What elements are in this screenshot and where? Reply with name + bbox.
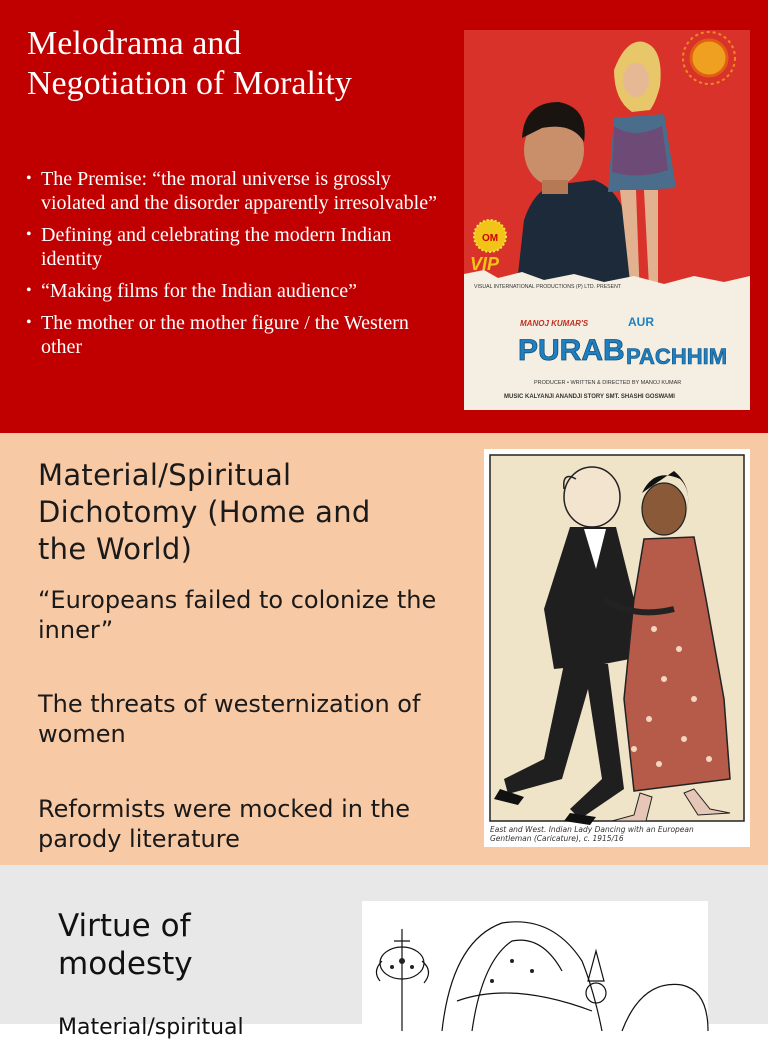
slide-virtue-of-modesty <box>0 865 768 1040</box>
director-credit: PRODUCER • WRITTEN & DIRECTED BY MANOJ KUMAR <box>534 380 682 386</box>
title-line-1: Material/Spiritual <box>38 458 292 492</box>
slide-melodrama <box>0 0 768 433</box>
bullet-list <box>26 167 446 367</box>
body-paragraph: Reformists were mocked in the parody literature <box>38 795 410 853</box>
poster-title-aur: AUR <box>628 315 654 329</box>
title-line-3: the World) <box>38 532 193 566</box>
title-line-2: Negotiation of Morality <box>27 65 352 102</box>
poster-title-pachhim: PACHHIM <box>626 344 728 369</box>
caption-line-1: East and West. Indian Lady Dancing with an European <box>490 825 694 834</box>
title-line-1: Virtue of <box>58 908 191 944</box>
svg-text:OM: OM <box>481 233 499 244</box>
presenter-credit: MANOJ KUMAR'S <box>520 319 589 328</box>
caption-line-2: Gentleman (Caricature), c. 1915/16 <box>490 834 624 843</box>
film-poster-image <box>464 30 750 410</box>
sketch-illustration <box>362 901 708 1031</box>
studio-credit: VISUAL INTERNATIONAL PRODUCTIONS (P) LTD. PRESENT <box>474 284 621 290</box>
caricature-image <box>484 449 750 847</box>
bullet-item: • “Making films for the Indian audience” <box>26 279 446 303</box>
title-line-2: modesty <box>58 946 193 982</box>
body-text-partial: Material/spiritual <box>58 1015 244 1040</box>
poster-title-purab: PURAB <box>518 334 625 367</box>
logo-text: VIP <box>470 254 500 274</box>
bullet-item: • Defining and celebrating the modern Indian identity <box>26 223 446 271</box>
bullet-item: • The mother or the mother figure / the Western other <box>26 311 446 359</box>
image-caption <box>490 825 740 843</box>
music-credit: MUSIC KALYANJI ANANDJI STORY SMT. SHASHI GOSWAMI <box>504 394 675 400</box>
slide-title <box>58 907 318 983</box>
slide-material-spiritual <box>0 433 768 865</box>
title-line-1: Melodrama and <box>27 25 242 62</box>
bullet-item: • The Premise: “the moral universe is grossly violated and the disorder apparently irresolvable” <box>26 167 446 215</box>
slide-title <box>27 24 447 104</box>
slide-title <box>38 457 458 568</box>
title-line-2: Dichotomy (Home and <box>38 495 371 529</box>
caricature-figure <box>484 449 750 847</box>
body-paragraph: “Europeans failed to colonize the inner” <box>38 586 437 644</box>
body-paragraph: The threats of westernization of women <box>38 690 421 748</box>
